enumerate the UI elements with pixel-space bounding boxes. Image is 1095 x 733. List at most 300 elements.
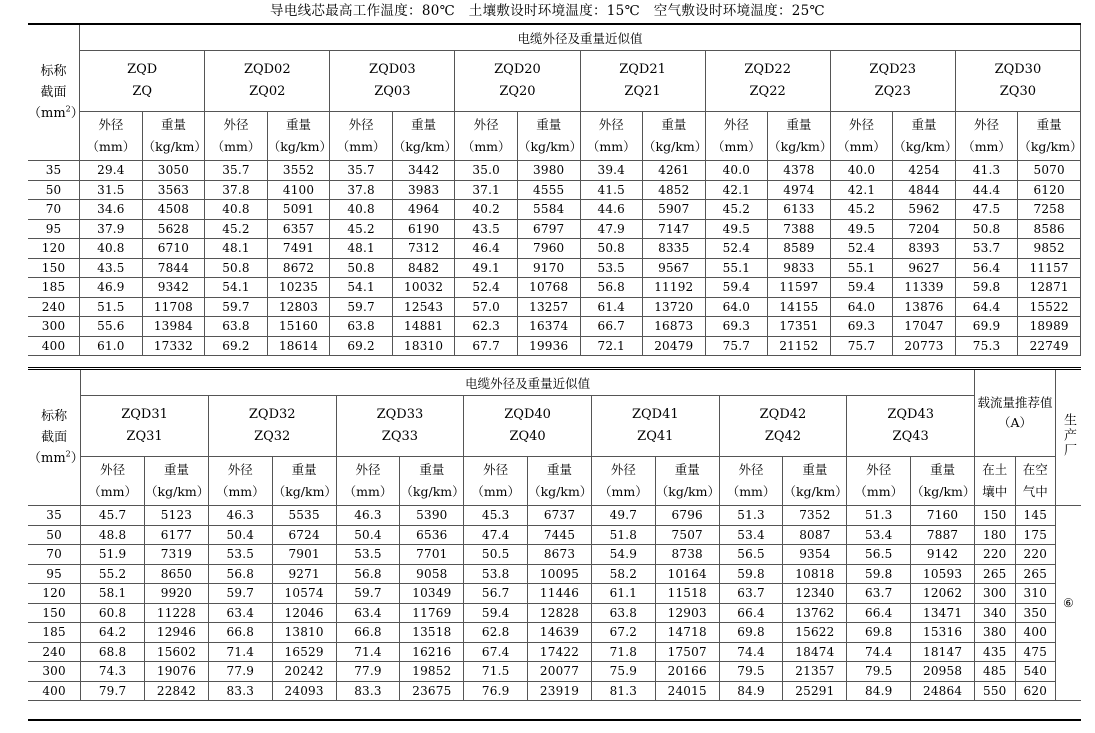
nominal-section-header xyxy=(28,370,84,506)
section-title-row xyxy=(28,25,1081,51)
cable-type-group xyxy=(81,396,209,457)
weight-unit: （kg/km） xyxy=(893,139,958,154)
outer-diameter-cell: 64.0 xyxy=(830,297,893,317)
outer-diameter-cell: 63.7 xyxy=(719,584,783,604)
outer-diameter-cell: 48.8 xyxy=(81,525,145,545)
table-row xyxy=(28,623,1081,643)
outer-diameter-cell: 66.7 xyxy=(580,317,643,337)
weight-cell: 7491 xyxy=(267,239,330,259)
outer-diameter-cell: 59.4 xyxy=(705,278,768,298)
weight-cell: 7445 xyxy=(528,525,592,545)
nominal-section-cell: 400 xyxy=(28,681,81,701)
weight-cell: 4261 xyxy=(643,161,706,181)
outer-diameter-cell: 63.8 xyxy=(330,317,393,337)
outer-diameter-cell: 55.1 xyxy=(705,258,768,278)
outer-diameter-cell: 84.9 xyxy=(847,681,911,701)
outer-diameter-label: 外径 xyxy=(355,462,381,477)
weight-cell: 10032 xyxy=(392,278,455,298)
weight-cell: 9920 xyxy=(145,584,209,604)
outer-diameter-cell: 37.9 xyxy=(80,219,143,239)
weight-cell: 24864 xyxy=(911,681,975,701)
weight-cell: 3980 xyxy=(517,161,580,181)
cable-type-primary: ZQD22 xyxy=(744,62,791,77)
ampacity-soil-cell: 550 xyxy=(975,681,1016,701)
outer-diameter-cell: 75.7 xyxy=(830,336,893,356)
outer-diameter-header xyxy=(455,112,518,161)
weight-cell: 22749 xyxy=(1018,336,1081,356)
outer-diameter-cell: 64.2 xyxy=(81,623,145,643)
outer-diameter-cell: 48.1 xyxy=(330,239,393,259)
outer-diameter-cell: 50.8 xyxy=(330,258,393,278)
outer-diameter-unit: （mm） xyxy=(726,484,776,499)
cable-type-secondary: ZQ21 xyxy=(624,84,661,99)
cable-type-secondary: ZQ20 xyxy=(499,84,536,99)
weight-cell: 3563 xyxy=(142,180,205,200)
weight-cell: 3552 xyxy=(267,161,330,181)
weight-cell: 11597 xyxy=(768,278,831,298)
outer-diameter-cell: 45.2 xyxy=(830,200,893,220)
outer-diameter-cell: 69.3 xyxy=(830,317,893,337)
weight-cell: 8482 xyxy=(392,258,455,278)
weight-cell: 6710 xyxy=(142,239,205,259)
outer-diameter-cell: 54.1 xyxy=(205,278,268,298)
outer-diameter-label: 外径 xyxy=(98,117,124,132)
outer-diameter-header xyxy=(955,112,1018,161)
weight-cell: 7147 xyxy=(643,219,706,239)
outer-diameter-cell: 51.9 xyxy=(81,545,145,565)
outer-diameter-cell: 56.8 xyxy=(208,564,272,584)
outer-diameter-cell: 79.7 xyxy=(81,681,145,701)
outer-diameter-header xyxy=(591,457,655,506)
weight-cell: 6737 xyxy=(528,506,592,526)
ampacity-title: 载流量推荐值 xyxy=(977,395,1053,410)
weight-cell: 13810 xyxy=(272,623,336,643)
weight-unit: （kg/km） xyxy=(400,484,465,499)
weight-cell: 12871 xyxy=(1018,278,1081,298)
weight-cell: 7901 xyxy=(272,545,336,565)
ampacity-header xyxy=(975,370,1056,457)
row-header-line2: 截面 xyxy=(40,85,67,100)
weight-cell: 10818 xyxy=(783,564,847,584)
ampacity-soil-line2: 壤中 xyxy=(982,484,1008,499)
outer-diameter-cell: 37.8 xyxy=(205,180,268,200)
weight-cell: 9354 xyxy=(783,545,847,565)
outer-diameter-cell: 51.5 xyxy=(80,297,143,317)
weight-cell: 7701 xyxy=(400,545,464,565)
row-header-unit-sup: 2 xyxy=(65,449,71,459)
outer-diameter-cell: 55.6 xyxy=(80,317,143,337)
weight-header xyxy=(517,112,583,161)
table-row xyxy=(28,525,1081,545)
section-title: 电缆外径及重量近似值 xyxy=(80,25,1081,51)
weight-cell: 11339 xyxy=(893,278,956,298)
outer-diameter-cell: 67.7 xyxy=(455,336,518,356)
weight-cell: 17422 xyxy=(528,642,592,662)
cable-type-secondary: ZQ40 xyxy=(509,429,546,444)
outer-diameter-cell: 67.4 xyxy=(464,642,528,662)
weight-label: 重量 xyxy=(291,462,317,477)
row-header-unit-close: ） xyxy=(70,451,84,466)
weight-label: 重量 xyxy=(674,462,700,477)
outer-diameter-unit: （mm） xyxy=(211,139,261,154)
manufacturer-value: ⑥ xyxy=(1056,506,1081,701)
weight-cell: 6797 xyxy=(517,219,580,239)
nominal-section-cell: 70 xyxy=(28,200,80,220)
cable-type-group xyxy=(830,51,955,112)
weight-cell: 7352 xyxy=(783,506,847,526)
outer-diameter-header xyxy=(719,457,783,506)
outer-diameter-cell: 51.3 xyxy=(847,506,911,526)
outer-diameter-cell: 53.4 xyxy=(719,525,783,545)
outer-diameter-cell: 59.8 xyxy=(955,278,1018,298)
weight-cell: 6177 xyxy=(145,525,209,545)
outer-diameter-header xyxy=(830,112,893,161)
weight-cell: 17332 xyxy=(142,336,205,356)
cable-type-secondary: ZQ33 xyxy=(381,429,419,444)
table-row xyxy=(28,258,1081,278)
outer-diameter-cell: 31.5 xyxy=(80,180,143,200)
outer-diameter-unit: （mm） xyxy=(343,484,393,499)
weight-cell: 11518 xyxy=(655,584,719,604)
outer-diameter-cell: 45.7 xyxy=(81,506,145,526)
cable-type-secondary: ZQ42 xyxy=(764,429,802,444)
table-row xyxy=(28,278,1081,298)
weight-label: 重量 xyxy=(536,117,562,132)
row-header-unit xyxy=(28,106,84,121)
outer-diameter-cell: 72.1 xyxy=(580,336,643,356)
weight-cell: 7887 xyxy=(911,525,975,545)
weight-cell: 5390 xyxy=(400,506,464,526)
table-caption: 导电线芯最高工作温度：80℃ 土壤敷设时环境温度：15℃ 空气敷设时环境温度：25℃ xyxy=(270,3,825,19)
weight-header xyxy=(1018,112,1081,161)
table-row xyxy=(28,506,1081,526)
weight-cell: 4508 xyxy=(142,200,205,220)
table-row xyxy=(28,161,1081,181)
cable-type-group xyxy=(955,51,1080,112)
cable-type-group xyxy=(705,51,830,112)
ampacity-soil-cell: 220 xyxy=(975,545,1016,565)
weight-unit: （kg/km） xyxy=(911,484,976,499)
outer-diameter-cell: 50.8 xyxy=(955,219,1018,239)
outer-diameter-cell: 39.4 xyxy=(580,161,643,181)
nominal-section-cell: 240 xyxy=(28,642,81,662)
outer-diameter-cell: 49.5 xyxy=(830,219,893,239)
table-row xyxy=(28,317,1081,337)
outer-diameter-cell: 66.4 xyxy=(847,603,911,623)
weight-unit: （kg/km） xyxy=(517,139,583,154)
outer-diameter-header xyxy=(336,457,400,506)
outer-diameter-header xyxy=(847,457,911,506)
cable-type-primary: ZQD40 xyxy=(504,407,551,422)
weight-cell: 6796 xyxy=(655,506,719,526)
outer-diameter-cell: 66.8 xyxy=(336,623,400,643)
weight-cell: 15160 xyxy=(267,317,330,337)
outer-diameter-cell: 75.7 xyxy=(705,336,768,356)
outer-diameter-cell: 75.9 xyxy=(591,662,655,682)
weight-cell: 12803 xyxy=(267,297,330,317)
cable-type-primary: ZQD20 xyxy=(494,62,541,77)
weight-cell: 10095 xyxy=(528,564,592,584)
cable-type-secondary: ZQ32 xyxy=(254,429,291,444)
weight-cell: 13984 xyxy=(142,317,205,337)
row-header-line1: 标称 xyxy=(40,64,67,79)
outer-diameter-cell: 56.8 xyxy=(336,564,400,584)
ampacity-air-cell: 310 xyxy=(1015,584,1056,604)
weight-cell: 10593 xyxy=(911,564,975,584)
weight-header xyxy=(783,457,847,506)
outer-diameter-cell: 47.9 xyxy=(580,219,643,239)
weight-cell: 16873 xyxy=(643,317,706,337)
outer-diameter-cell: 46.4 xyxy=(455,239,518,259)
table-row xyxy=(28,219,1081,239)
weight-cell: 10349 xyxy=(400,584,464,604)
cable-type-secondary: ZQ03 xyxy=(374,84,411,99)
cable-type-group xyxy=(455,51,580,112)
cable-type-group xyxy=(205,51,330,112)
cable-type-primary: ZQD43 xyxy=(887,407,934,422)
weight-cell: 17507 xyxy=(655,642,719,662)
outer-diameter-cell: 42.1 xyxy=(830,180,893,200)
weight-cell: 12062 xyxy=(911,584,975,604)
cable-type-secondary: ZQ43 xyxy=(892,429,929,444)
nominal-section-cell: 120 xyxy=(28,239,80,259)
weight-unit: （kg/km） xyxy=(267,139,332,154)
outer-diameter-cell: 75.3 xyxy=(955,336,1018,356)
outer-diameter-cell: 61.0 xyxy=(80,336,143,356)
outer-diameter-cell: 53.5 xyxy=(336,545,400,565)
weight-cell: 5584 xyxy=(517,200,580,220)
weight-cell: 10768 xyxy=(517,278,580,298)
table-row xyxy=(28,584,1081,604)
outer-diameter-cell: 52.4 xyxy=(830,239,893,259)
weight-header xyxy=(145,457,209,506)
outer-diameter-cell: 50.8 xyxy=(580,239,643,259)
weight-header xyxy=(267,112,330,161)
weight-cell: 14718 xyxy=(655,623,719,643)
nominal-section-cell: 150 xyxy=(28,603,81,623)
outer-diameter-cell: 68.8 xyxy=(81,642,145,662)
cable-type-group xyxy=(336,396,464,457)
outer-diameter-cell: 51.8 xyxy=(591,525,655,545)
outer-diameter-cell: 53.5 xyxy=(208,545,272,565)
outer-diameter-cell: 44.6 xyxy=(580,200,643,220)
weight-cell: 21357 xyxy=(783,662,847,682)
weight-cell: 6724 xyxy=(272,525,336,545)
cable-type-primary: ZQD41 xyxy=(631,407,679,422)
weight-cell: 12946 xyxy=(145,623,209,643)
outer-diameter-cell: 63.8 xyxy=(205,317,268,337)
cable-type-secondary: ZQ02 xyxy=(249,84,286,99)
weight-header xyxy=(400,457,464,506)
cable-type-primary: ZQD42 xyxy=(759,407,807,422)
weight-cell: 8586 xyxy=(1018,219,1081,239)
outer-diameter-label: 外径 xyxy=(738,462,764,477)
outer-diameter-cell: 74.4 xyxy=(847,642,911,662)
weight-cell: 7507 xyxy=(655,525,719,545)
weight-cell: 4254 xyxy=(893,161,956,181)
outer-diameter-cell: 45.2 xyxy=(205,219,268,239)
weight-cell: 8738 xyxy=(655,545,719,565)
weight-unit: （kg/km） xyxy=(142,139,207,154)
ampacity-air-cell: 350 xyxy=(1015,603,1056,623)
weight-cell: 4100 xyxy=(267,180,330,200)
outer-diameter-cell: 46.3 xyxy=(336,506,400,526)
outer-diameter-cell: 64.0 xyxy=(705,297,768,317)
table-row xyxy=(28,239,1081,259)
weight-cell: 7312 xyxy=(392,239,455,259)
ampacity-soil-cell: 265 xyxy=(975,564,1016,584)
weight-cell: 7319 xyxy=(145,545,209,565)
weight-header xyxy=(911,457,975,506)
row-header-unit-open: （mm xyxy=(28,451,66,466)
outer-diameter-unit: （mm） xyxy=(215,484,265,499)
outer-diameter-label: 外径 xyxy=(974,117,1000,132)
section-title: 电缆外径及重量近似值 xyxy=(81,370,975,396)
outer-diameter-cell: 59.4 xyxy=(464,603,528,623)
weight-cell: 16216 xyxy=(400,642,464,662)
weight-unit: （kg/km） xyxy=(528,484,593,499)
weight-cell: 11708 xyxy=(142,297,205,317)
cable-type-secondary: ZQ22 xyxy=(749,84,786,99)
weight-cell: 13876 xyxy=(893,297,956,317)
row-header-line1: 标称 xyxy=(41,409,68,424)
weight-cell: 7160 xyxy=(911,506,975,526)
outer-diameter-label: 外径 xyxy=(866,462,892,477)
row-header-unit-open: （mm xyxy=(28,106,66,121)
weight-cell: 8393 xyxy=(893,239,956,259)
outer-diameter-unit: （mm） xyxy=(88,484,137,499)
outer-diameter-cell: 40.2 xyxy=(455,200,518,220)
cable-type-group xyxy=(330,51,455,112)
cable-type-primary: ZQD31 xyxy=(121,407,168,422)
outer-diameter-label: 外径 xyxy=(100,462,126,477)
weight-label: 重量 xyxy=(802,462,828,477)
weight-cell: 14155 xyxy=(768,297,831,317)
weight-cell: 10574 xyxy=(272,584,336,604)
row-header-unit-sup: 2 xyxy=(65,104,71,114)
bottom-rule xyxy=(28,719,1081,721)
outer-diameter-cell: 55.1 xyxy=(830,258,893,278)
weight-cell: 3442 xyxy=(392,161,455,181)
outer-diameter-header xyxy=(80,112,143,161)
cable-type-primary: ZQD xyxy=(127,62,158,77)
weight-cell: 5123 xyxy=(145,506,209,526)
outer-diameter-cell: 77.9 xyxy=(208,662,272,682)
outer-diameter-cell: 66.4 xyxy=(719,603,783,623)
weight-unit: （kg/km） xyxy=(1018,139,1083,154)
weight-label: 重量 xyxy=(786,117,812,132)
table-2-body xyxy=(28,506,1081,701)
outer-diameter-cell: 63.4 xyxy=(208,603,272,623)
weight-header xyxy=(528,457,592,506)
outer-diameter-cell: 35.7 xyxy=(205,161,268,181)
weight-cell: 8589 xyxy=(768,239,831,259)
ampacity-soil-cell: 340 xyxy=(975,603,1016,623)
table-1-header xyxy=(28,25,1081,161)
weight-cell: 12340 xyxy=(783,584,847,604)
outer-diameter-cell: 45.3 xyxy=(464,506,528,526)
weight-cell: 15622 xyxy=(783,623,847,643)
outer-diameter-cell: 67.2 xyxy=(591,623,655,643)
outer-diameter-cell: 50.4 xyxy=(336,525,400,545)
outer-diameter-unit: （mm） xyxy=(461,139,511,154)
outer-diameter-cell: 63.4 xyxy=(336,603,400,623)
outer-diameter-cell: 83.3 xyxy=(208,681,272,701)
subheader-row xyxy=(28,112,1081,161)
outer-diameter-cell: 69.8 xyxy=(719,623,783,643)
group-name-row xyxy=(28,51,1081,112)
outer-diameter-cell: 79.5 xyxy=(719,662,783,682)
outer-diameter-header xyxy=(205,112,268,161)
table-row xyxy=(28,545,1081,565)
cable-type-primary: ZQD21 xyxy=(619,62,666,77)
outer-diameter-cell: 58.1 xyxy=(81,584,145,604)
outer-diameter-cell: 55.2 xyxy=(81,564,145,584)
weight-cell: 5070 xyxy=(1018,161,1081,181)
outer-diameter-label: 外径 xyxy=(610,462,636,477)
weight-cell: 18614 xyxy=(267,336,330,356)
weight-cell: 20773 xyxy=(893,336,956,356)
outer-diameter-cell: 43.5 xyxy=(80,258,143,278)
weight-cell: 9627 xyxy=(893,258,956,278)
outer-diameter-cell: 66.8 xyxy=(208,623,272,643)
outer-diameter-cell: 53.5 xyxy=(580,258,643,278)
ampacity-air-cell: 175 xyxy=(1015,525,1056,545)
section-title-row xyxy=(28,370,1081,396)
outer-diameter-cell: 60.8 xyxy=(81,603,145,623)
outer-diameter-cell: 50.5 xyxy=(464,545,528,565)
ampacity-air-cell: 540 xyxy=(1015,662,1056,682)
outer-diameter-cell: 71.4 xyxy=(208,642,272,662)
ampacity-soil-header xyxy=(975,457,1016,506)
outer-diameter-cell: 62.3 xyxy=(455,317,518,337)
outer-diameter-cell: 79.5 xyxy=(847,662,911,682)
outer-diameter-cell: 77.9 xyxy=(336,662,400,682)
row-header-line2: 截面 xyxy=(41,430,68,445)
weight-cell: 4378 xyxy=(768,161,831,181)
nominal-section-cell: 185 xyxy=(28,623,81,643)
outer-diameter-cell: 52.4 xyxy=(705,239,768,259)
weight-cell: 23919 xyxy=(528,681,592,701)
outer-diameter-cell: 56.8 xyxy=(580,278,643,298)
weight-cell: 9833 xyxy=(768,258,831,278)
table-row xyxy=(28,336,1081,356)
outer-diameter-cell: 59.8 xyxy=(719,564,783,584)
weight-cell: 9567 xyxy=(643,258,706,278)
outer-diameter-cell: 71.8 xyxy=(591,642,655,662)
weight-cell: 5962 xyxy=(893,200,956,220)
weight-cell: 10235 xyxy=(267,278,330,298)
weight-cell: 9058 xyxy=(400,564,464,584)
weight-unit: （kg/km） xyxy=(768,139,833,154)
weight-cell: 13471 xyxy=(911,603,975,623)
outer-diameter-cell: 83.3 xyxy=(336,681,400,701)
outer-diameter-header xyxy=(580,112,643,161)
weight-cell: 4852 xyxy=(643,180,706,200)
outer-diameter-cell: 48.1 xyxy=(205,239,268,259)
cable-type-secondary: ZQ xyxy=(132,84,153,99)
table-row xyxy=(28,297,1081,317)
cable-type-primary: ZQD03 xyxy=(369,62,416,77)
ampacity-air-cell: 145 xyxy=(1015,506,1056,526)
outer-diameter-label: 外径 xyxy=(483,462,509,477)
weight-cell: 19936 xyxy=(517,336,580,356)
weight-cell: 9342 xyxy=(142,278,205,298)
outer-diameter-cell: 69.2 xyxy=(205,336,268,356)
weight-cell: 17047 xyxy=(893,317,956,337)
cable-type-primary: ZQD32 xyxy=(248,407,296,422)
weight-label: 重量 xyxy=(411,117,437,132)
